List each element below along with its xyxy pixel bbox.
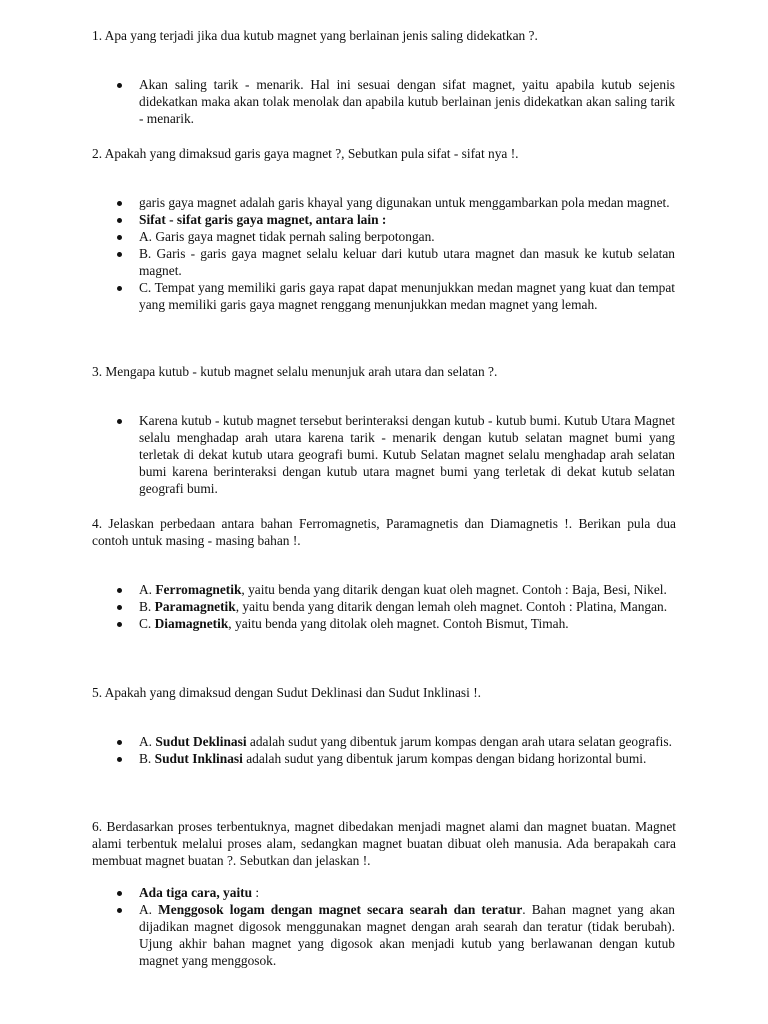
list-item: A. Menggosok logam dengan magnet secara searah dan teratur. Bahan magnet yang akan dijadikan magnet digosok menggunakan magnet dengan arah searah dan teratur (tidak berubah). Ujung akhir bahan magnet yang digosok akan menjadi kutub yang berlawanan dengan kutub magnet yang menggosok. [0,901,675,969]
answer-list-1 [0,76,768,127]
answer-list-4 [0,581,768,632]
answer-list-3 [0,412,768,497]
question-6: 6. Berdasarkan proses terbentuknya, magnet dibedakan menjadi magnet alami dan magnet buatan. Magnet alami terbentuk melalui proses alam, sedangkan magnet buatan dibuat oleh manusia. Ada berapakah cara membuat magnet buatan ?. Sebutkan dan jelaskan !. [92,819,676,868]
list-item: A. Ferromagnetik, yaitu benda yang ditarik dengan kuat oleh magnet. Contoh : Baja, Besi, Nikel. [0,581,675,598]
question-4: 4. Jelaskan perbedaan antara bahan Ferromagnetis, Paramagnetis dan Diamagnetis !. Berikan pula dua contoh untuk masing - masing bahan !. [92,516,676,548]
question-5: 5. Apakah yang dimaksud dengan Sudut Deklinasi dan Sudut Inklinasi !. [92,685,482,700]
list-item: B. Sudut Inklinasi adalah sudut yang dibentuk jarum kompas dengan bidang horizontal bumi. [0,750,675,767]
question-3: 3. Mengapa kutub - kutub magnet selalu menunjuk arah utara dan selatan ?. [92,364,498,379]
question-2: 2. Apakah yang dimaksud garis gaya magnet ?, Sebutkan pula sifat - sifat nya !. [92,146,519,161]
list-item: garis gaya magnet adalah garis khayal yang digunakan untuk menggambarkan pola medan magnet. [0,194,675,211]
list-item: Akan saling tarik - menarik. Hal ini sesuai dengan sifat magnet, yaitu apabila kutub sejenis didekatkan maka akan tolak menolak dan apabila kutub berlainan jenis didekatkan akan saling tarik - menarik. [0,76,675,127]
answer-list-2 [0,194,768,313]
answer-list-5 [0,733,768,767]
list-item: C. Tempat yang memiliki garis gaya rapat dapat menunjukkan medan magnet yang kuat dan tempat yang memiliki garis gaya magnet renggang menunjukkan medan magnet yang lemah. [0,279,675,313]
answer-list-6 [0,884,768,969]
question-1: 1. Apa yang terjadi jika dua kutub magnet yang berlainan jenis saling didekatkan ?. [92,28,538,43]
list-item: C. Diamagnetik, yaitu benda yang ditolak oleh magnet. Contoh Bismut, Timah. [0,615,675,632]
list-item: Ada tiga cara, yaitu : [0,884,675,901]
list-item: B. Garis - garis gaya magnet selalu keluar dari kutub utara magnet dan masuk ke kutub selatan magnet. [0,245,675,279]
list-item: B. Paramagnetik, yaitu benda yang ditarik dengan lemah oleh magnet. Contoh : Platina, Mangan. [0,598,675,615]
list-item: A. Sudut Deklinasi adalah sudut yang dibentuk jarum kompas dengan arah utara selatan geografis. [0,733,675,750]
list-item: Sifat - sifat garis gaya magnet, antara lain : [0,211,675,228]
list-item: Karena kutub - kutub magnet tersebut berinteraksi dengan kutub - kutub bumi. Kutub Utara Magnet selalu menghadap arah utara karena tarik - menarik dengan kutub selatan magnet bumi yang terletak di dekat kutub utara geografi bumi. Kutub Selatan magnet selalu menghadap arah selatan bumi karena berinteraksi dengan kutub utara magnet bumi yang terletak di dekat kutub selatan geografi bumi. [0,412,675,497]
list-item: A. Garis gaya magnet tidak pernah saling berpotongan. [0,228,675,245]
